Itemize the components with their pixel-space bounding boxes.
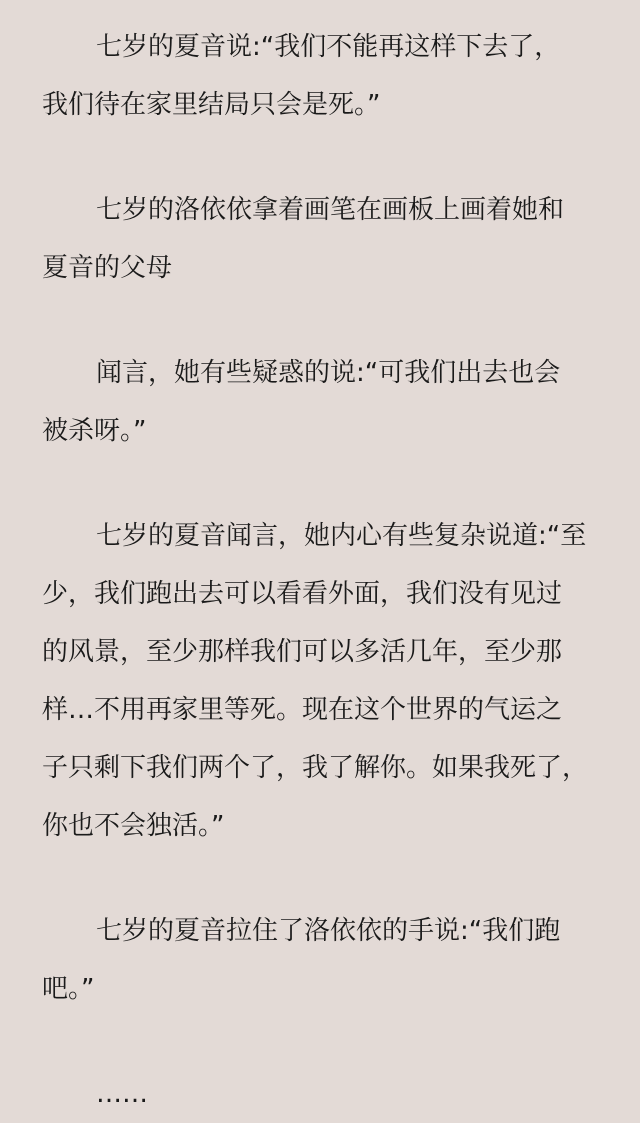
paragraph-line: 吧。” <box>42 974 95 1004</box>
paragraph-5 <box>42 902 598 1018</box>
paragraph-line: 七岁的夏音闻言，她内心有些复杂说道:“至 <box>96 521 587 551</box>
paragraph-line: 我们待在家里结局只会是死。” <box>42 90 381 120</box>
paragraph-3 <box>42 344 598 460</box>
paragraph-2 <box>42 181 598 297</box>
paragraph-line: 你也不会独活。” <box>42 811 225 841</box>
paragraph-line: 子只剩下我们两个了，我了解你。如果我死了， <box>42 753 589 783</box>
paragraph-line: 的风景，至少那样我们可以多活几年，至少那 <box>42 637 563 667</box>
paragraph-line: 夏音的父母 <box>42 253 173 283</box>
paragraph-line: 样…不用再家里等死。现在这个世界的气运之 <box>42 695 563 725</box>
paragraph-line: 七岁的夏音说:“我们不能再这样下去了， <box>96 32 561 62</box>
paragraph-line: 被杀呀。” <box>42 416 147 446</box>
ellipsis-line: …… <box>96 1079 148 1109</box>
paragraph-4 <box>42 507 598 855</box>
paragraph-line: 七岁的夏音拉住了洛依依的手说:“我们跑 <box>96 916 561 946</box>
paragraph-1 <box>42 18 598 134</box>
paragraph-6 <box>42 1065 598 1123</box>
paragraph-line: 闻言，她有些疑惑的说:“可我们出去也会 <box>96 358 561 388</box>
paragraph-line: 七岁的洛依依拿着画笔在画板上画着她和 <box>96 195 565 225</box>
paragraph-line: 少，我们跑出去可以看看外面，我们没有见过 <box>42 579 563 609</box>
